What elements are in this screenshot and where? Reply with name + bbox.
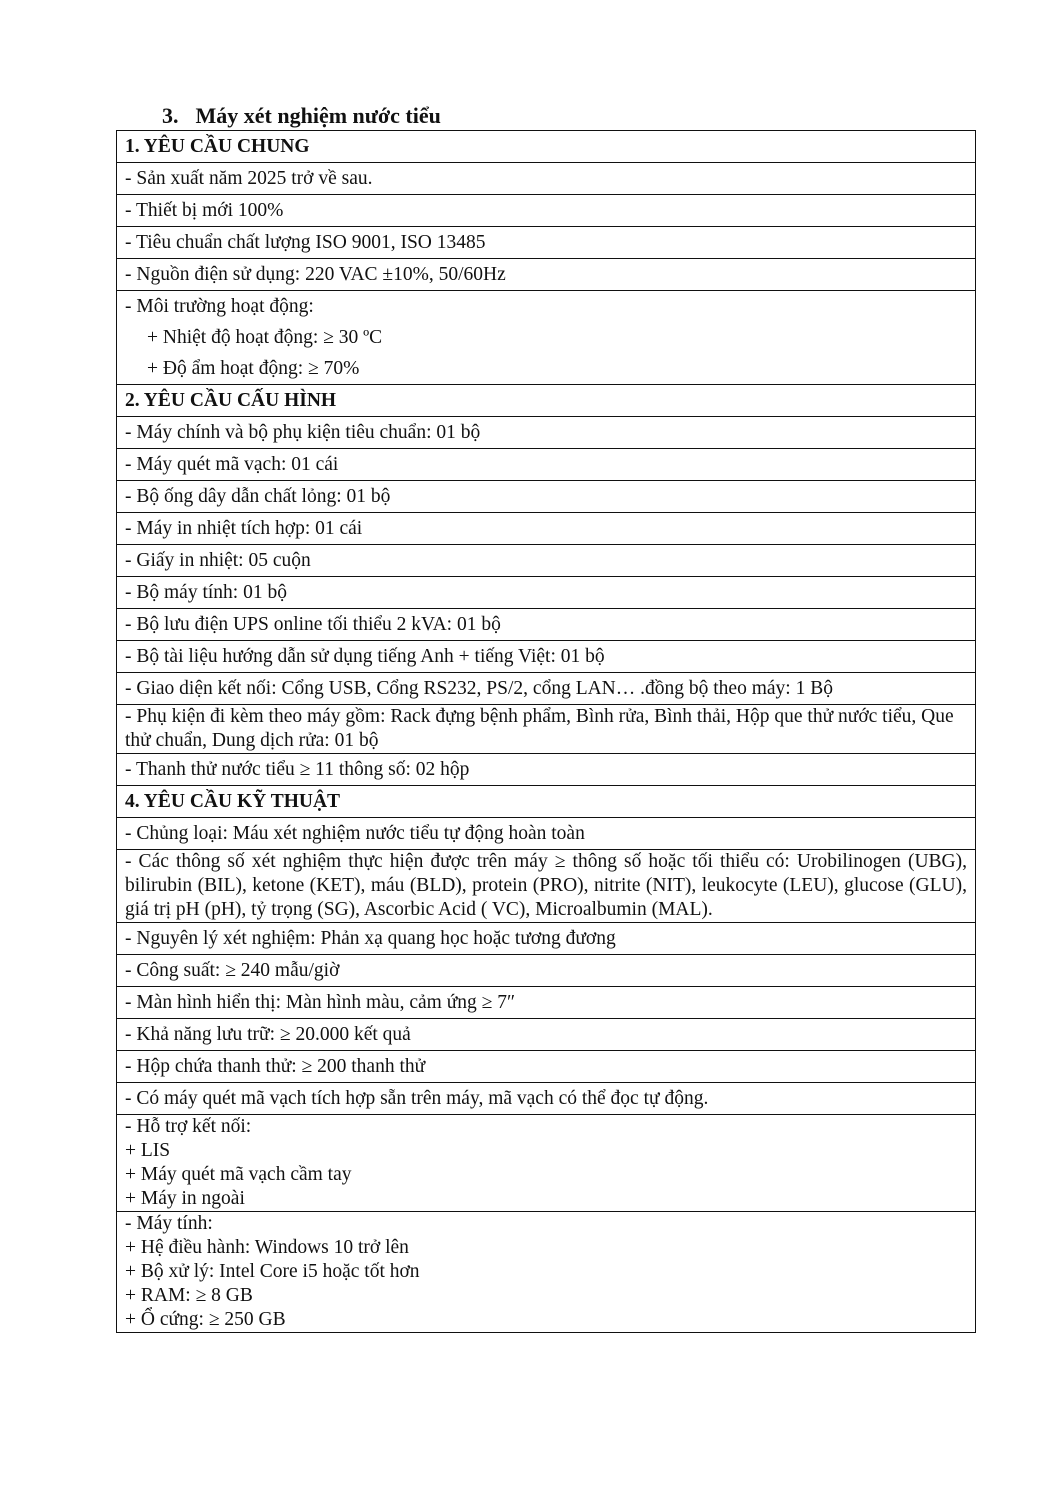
page-heading xyxy=(162,102,441,130)
section-header-technical: 4. YÊU CẦU KỸ THUẬT xyxy=(117,786,976,818)
heading-title: Máy xét nghiệm nước tiểu xyxy=(195,103,441,128)
table-row: - Môi trường hoạt động: xyxy=(117,291,976,323)
table-row: - Bộ tài liệu hướng dẫn sử dụng tiếng Anh + tiếng Việt: 01 bộ xyxy=(117,641,976,673)
table-row: - Hộp chứa thanh thử: ≥ 200 thanh thử xyxy=(117,1051,976,1083)
table-row: - Giao diện kết nối: Cổng USB, Cổng RS232, PS/2, cổng LAN… .đồng bộ theo máy: 1 Bộ xyxy=(117,673,976,705)
computer-cell: - Máy tính: + Hệ điều hành: Windows 10 trở lên + Bộ xử lý: Intel Core i5 hoặc tốt hơn + RAM: ≥ 8 GB + Ổ cứng: ≥ 250 GB xyxy=(117,1212,976,1333)
table-row: - Bộ lưu điện UPS online tối thiểu 2 kVA: 01 bộ xyxy=(117,609,976,641)
table-row: + Độ ẩm hoạt động: ≥ 70% xyxy=(117,353,976,385)
table-row: - Giấy in nhiệt: 05 cuộn xyxy=(117,545,976,577)
table-row xyxy=(117,1115,976,1212)
spec-table xyxy=(116,130,976,1333)
table-row: - Thiết bị mới 100% xyxy=(117,195,976,227)
section-header-general: 1. YÊU CẦU CHUNG xyxy=(117,131,976,163)
heading-number: 3. xyxy=(162,103,179,128)
table-row: - Công suất: ≥ 240 mẫu/giờ xyxy=(117,955,976,987)
table-row: - Máy chính và bộ phụ kiện tiêu chuẩn: 01 bộ xyxy=(117,417,976,449)
table-row: - Nguồn điện sử dụng: 220 VAC ±10%, 50/60Hz xyxy=(117,259,976,291)
table-row: - Bộ máy tính: 01 bộ xyxy=(117,577,976,609)
table-row: + Nhiệt độ hoạt động: ≥ 30 ºC xyxy=(117,322,976,353)
table-row: - Thanh thử nước tiểu ≥ 11 thông số: 02 hộp xyxy=(117,754,976,786)
section-header-config: 2. YÊU CẦU CẤU HÌNH xyxy=(117,385,976,417)
table-row: - Màn hình hiển thị: Màn hình màu, cảm ứng ≥ 7″ xyxy=(117,987,976,1019)
connectivity-cell: - Hỗ trợ kết nối: + LIS + Máy quét mã vạch cầm tay + Máy in ngoài xyxy=(117,1115,976,1212)
table-row: - Bộ ống dây dẫn chất lỏng: 01 bộ xyxy=(117,481,976,513)
table-row xyxy=(117,1212,976,1333)
table-row: - Tiêu chuẩn chất lượng ISO 9001, ISO 13485 xyxy=(117,227,976,259)
table-row: - Các thông số xét nghiệm thực hiện được trên máy ≥ thông số hoặc tối thiểu có: Urobilinogen (UBG), bilirubin (BIL), ketone (KET), máu (BLD), protein (PRO), nitrite (NIT), leukocyte (LEU), glucose (GLU), giá trị pH (pH), tỷ trọng (SG), Ascorbic Acid ( VC), Microalbumin (MAL). xyxy=(117,850,976,923)
table-row: - Nguyên lý xét nghiệm: Phản xạ quang học hoặc tương đương xyxy=(117,923,976,955)
table-row: - Khả năng lưu trữ: ≥ 20.000 kết quả xyxy=(117,1019,976,1051)
table-row: - Máy quét mã vạch: 01 cái xyxy=(117,449,976,481)
table-row: - Có máy quét mã vạch tích hợp sẵn trên máy, mã vạch có thể đọc tự động. xyxy=(117,1083,976,1115)
table-row: - Chủng loại: Máu xét nghiệm nước tiểu tự động hoàn toàn xyxy=(117,818,976,850)
table-row: - Máy in nhiệt tích hợp: 01 cái xyxy=(117,513,976,545)
table-row: - Sản xuất năm 2025 trở về sau. xyxy=(117,163,976,195)
table-row: - Phụ kiện đi kèm theo máy gồm: Rack đựng bệnh phẩm, Bình rửa, Bình thải, Hộp que thử nước tiểu, Que thử chuẩn, Dung dịch rửa: 01 bộ xyxy=(117,705,976,754)
